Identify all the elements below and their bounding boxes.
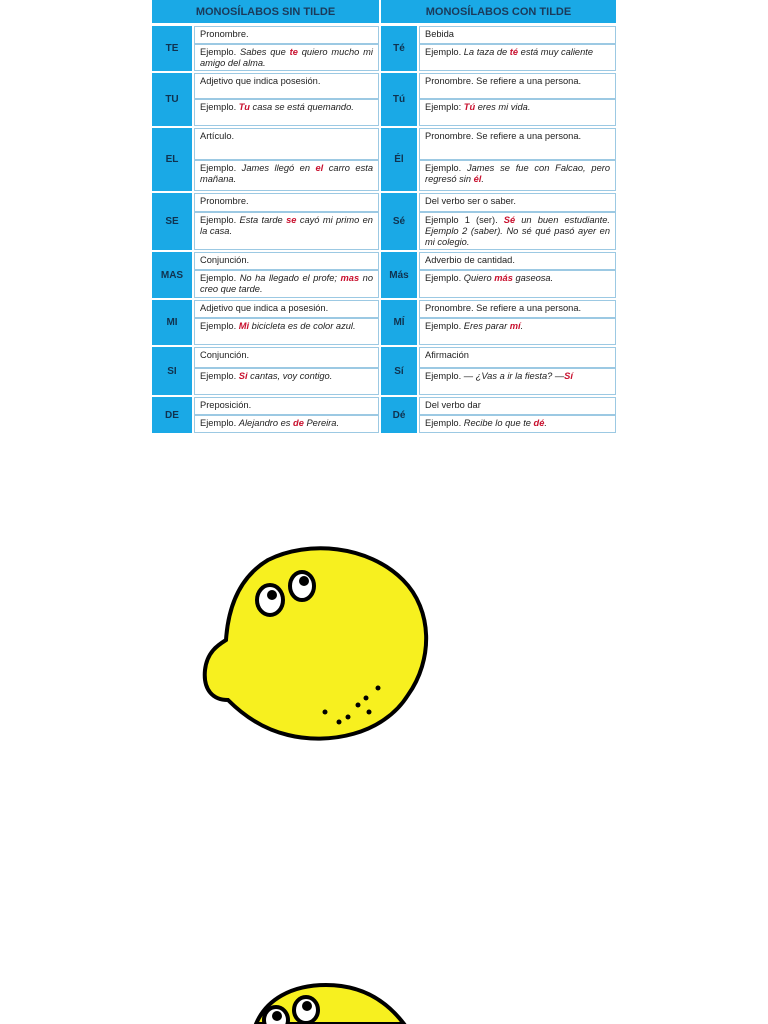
example-cell: [419, 160, 616, 191]
example-cell: [194, 368, 379, 395]
example-text: .: [520, 321, 524, 331]
example-text: quiero mucho mi amigo del alma.: [200, 47, 373, 68]
highlighted-word: té: [509, 47, 519, 57]
highlighted-word: Tú: [463, 102, 476, 112]
highlighted-word: de: [293, 418, 304, 428]
word-cell-con-tilde: Sé: [381, 193, 417, 250]
example-text: La taza de: [463, 47, 510, 57]
word-cell-con-tilde: Tú: [381, 73, 417, 126]
highlighted-word: dé: [533, 418, 545, 428]
header-right: MONOSÍLABOS CON TILDE: [381, 0, 616, 23]
definition-cell: Del verbo dar: [419, 397, 616, 415]
example-text: Eres parar: [463, 321, 510, 331]
example-cell: [419, 99, 616, 126]
example-text: No ha llegado el profe;: [239, 273, 341, 283]
example-text: está muy caliente: [518, 47, 593, 57]
example-text: Ejemplo.: [425, 371, 464, 381]
example-cell: [194, 212, 379, 250]
definition-cell: Pronombre.: [194, 26, 379, 44]
word-cell-sin-tilde: DE: [152, 397, 192, 433]
example-text: Ejemplo.: [200, 215, 240, 225]
example-text: Ejemplo.: [200, 163, 242, 173]
highlighted-word: Mi: [238, 321, 250, 331]
highlighted-word: mí: [509, 321, 521, 331]
example-text: — ¿Vas a ir la fiesta? —: [463, 371, 565, 381]
example-text: Recibe lo que te: [463, 418, 534, 428]
lemon-face-icon: [236, 980, 416, 1024]
example-text: Pereira.: [303, 418, 340, 428]
example-text: Ejemplo.: [425, 273, 464, 283]
highlighted-word: Tu: [238, 102, 250, 112]
highlighted-word: Sí: [564, 371, 573, 381]
definition-cell: Conjunción.: [194, 252, 379, 270]
header-left: MONOSÍLABOS SIN TILDE: [152, 0, 379, 23]
word-cell-con-tilde: Él: [381, 128, 417, 191]
definition-cell: Bebida: [419, 26, 616, 44]
word-cell-con-tilde: MÍ: [381, 300, 417, 345]
word-cell-sin-tilde: SE: [152, 193, 192, 250]
definition-cell: Conjunción.: [194, 347, 379, 368]
example-text: un buen estudiante. Ejemplo 2 (saber). No sé qué pasó ayer en mi colegio.: [425, 215, 610, 247]
definition-cell: Pronombre.: [194, 193, 379, 212]
example-text: Ejemplo.: [200, 102, 239, 112]
example-cell: [419, 318, 616, 345]
highlighted-word: más: [494, 273, 513, 283]
highlighted-word: te: [289, 47, 298, 57]
definition-cell: Del verbo ser o saber.: [419, 193, 616, 212]
example-text: no creo que tarde.: [200, 273, 373, 294]
example-cell: [194, 160, 379, 191]
example-text: Ejemplo.: [200, 321, 239, 331]
definition-cell: Afirmación: [419, 347, 616, 368]
word-cell-con-tilde: Té: [381, 26, 417, 71]
example-cell: [419, 415, 616, 433]
example-text: Esta tarde: [239, 215, 287, 225]
highlighted-word: se: [286, 215, 297, 225]
example-text: eres mi vida.: [475, 102, 531, 112]
example-text: cantas, voy contigo.: [247, 371, 333, 381]
word-cell-sin-tilde: MAS: [152, 252, 192, 298]
example-text: .: [481, 174, 484, 184]
example-text: Ejemplo.: [200, 47, 241, 57]
definition-cell: Adjetivo que indica a posesión.: [194, 300, 379, 318]
word-cell-con-tilde: Más: [381, 252, 417, 298]
example-cell: [194, 44, 379, 71]
example-text: cayó mi primo en la casa.: [200, 215, 373, 236]
definition-cell: Pronombre. Se refiere a una persona.: [419, 73, 616, 99]
example-cell: [419, 44, 616, 71]
example-text: Ejemplo.: [425, 321, 464, 331]
highlighted-word: Sé: [503, 215, 516, 225]
example-text: Ejemplo.: [425, 163, 467, 173]
word-cell-sin-tilde: MI: [152, 300, 192, 345]
example-text: Ejemplo.: [200, 418, 239, 428]
word-cell-con-tilde: Sí: [381, 347, 417, 395]
monosilabos-table: [152, 0, 616, 433]
example-text: Quiero: [463, 273, 495, 283]
word-cell-sin-tilde: EL: [152, 128, 192, 191]
example-text: Alejandro es: [238, 418, 294, 428]
highlighted-word: el: [315, 163, 324, 173]
example-cell: [194, 99, 379, 126]
definition-cell: Pronombre. Se refiere a una persona.: [419, 128, 616, 160]
example-cell: [194, 415, 379, 433]
example-cell: [419, 368, 616, 395]
definition-cell: Adjetivo que indica posesión.: [194, 73, 379, 99]
highlighted-word: mas: [340, 273, 360, 283]
example-text: Ejemplo.: [200, 371, 239, 381]
example-text: Sabes que: [240, 47, 290, 57]
example-cell: [194, 318, 379, 345]
definition-cell: Preposición.: [194, 397, 379, 415]
example-text: Ejemplo.: [200, 273, 240, 283]
word-cell-con-tilde: Dé: [381, 397, 417, 433]
example-text: Ejemplo.: [425, 47, 464, 57]
example-text: James se fue con Falcao, pero regresó sin: [425, 163, 611, 184]
highlighted-word: él: [473, 174, 482, 184]
example-cell: [194, 270, 379, 298]
example-text: carro esta mañana.: [200, 163, 373, 184]
word-cell-sin-tilde: TU: [152, 73, 192, 126]
word-cell-sin-tilde: TE: [152, 26, 192, 71]
lemon-face-icon: [198, 540, 434, 750]
example-text: .: [544, 418, 547, 428]
example-text: Ejemplo.: [425, 418, 464, 428]
example-text: Ejemplo:: [425, 102, 464, 112]
definition-cell: Artículo.: [194, 128, 379, 160]
definition-cell: Adverbio de cantidad.: [419, 252, 616, 270]
example-text: Ejemplo 1 (ser).: [425, 215, 504, 225]
word-cell-sin-tilde: SI: [152, 347, 192, 395]
highlighted-word: Si: [238, 371, 248, 381]
example-text: bicicleta es de color azul.: [249, 321, 356, 331]
example-cell: [419, 212, 616, 250]
example-cell: [419, 270, 616, 298]
example-text: gaseosa.: [512, 273, 554, 283]
example-text: casa se está quemando.: [249, 102, 354, 112]
example-text: James llegó en: [241, 163, 316, 173]
definition-cell: Pronombre. Se refiere a una persona.: [419, 300, 616, 318]
